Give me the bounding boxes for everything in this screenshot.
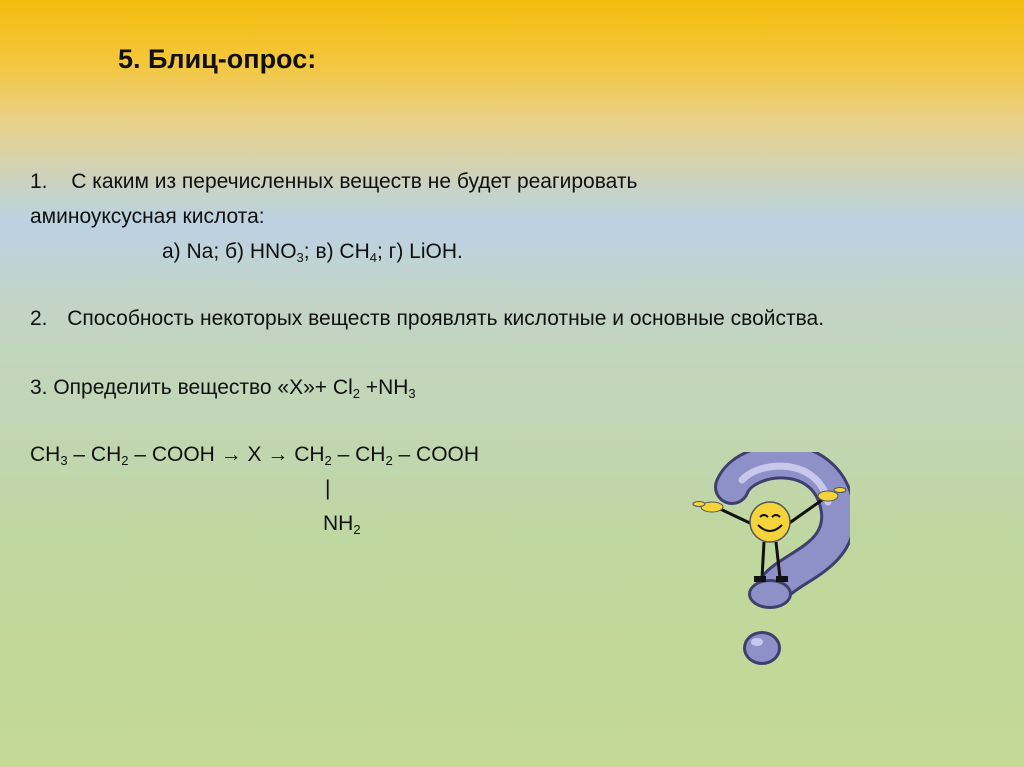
question-3: 3. Определить вещество «Х»+ $Cl_2 +NH_3$: [30, 376, 416, 401]
amino-group: $NH_2$: [323, 512, 361, 537]
question-1-line-1: [30, 171, 637, 192]
question-1-text: С каким из перечисленных веществ не будет реагировать: [71, 170, 638, 193]
question-2-text: Способность некоторых веществ проявлять кислотные и основные свойства.: [67, 307, 825, 330]
question-2: [30, 308, 824, 329]
reaction-chain: $CH_3 - CH_2$ – COOH → $X \to CH_2 - CH_2$ – COOH: [30, 443, 480, 468]
question-1-number: 1.: [30, 170, 48, 193]
question-mark-smiley-icon: [690, 452, 850, 677]
question-1-line-2: аминоуксусная кислота:: [30, 205, 265, 228]
question-1-options: а) Na; б) $HNO_3$; в) $CH_4$; г) LiOH.: [162, 240, 463, 265]
question-2-number: 2.: [30, 307, 48, 330]
amino-bond: |: [325, 477, 331, 500]
slide-title: 5. Блиц-опрос:: [118, 44, 317, 74]
